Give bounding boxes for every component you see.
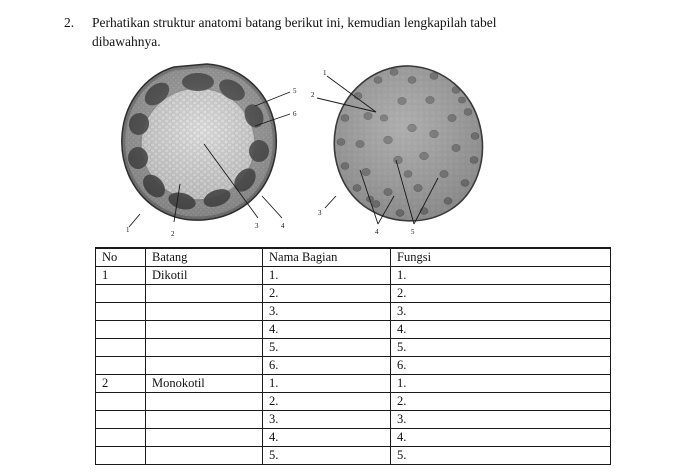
monocot-stem-cross-section [311, 56, 502, 241]
dicot-label-6: 6 [293, 110, 297, 118]
dicot-label-5: 5 [293, 87, 297, 95]
question-block [64, 13, 634, 51]
column-header-batang: Batang [146, 248, 263, 267]
cell-fungsi[interactable]: 3. [391, 303, 611, 321]
cell-no[interactable] [96, 285, 146, 303]
cell-nama-bagian[interactable]: 3. [263, 411, 391, 429]
monocot-label-5: 5 [411, 228, 415, 236]
cell-batang[interactable] [146, 411, 263, 429]
cell-no[interactable] [96, 321, 146, 339]
cell-no[interactable] [96, 357, 146, 375]
dicot-label-4: 4 [281, 222, 285, 230]
cell-nama-bagian[interactable]: 5. [263, 339, 391, 357]
column-header-fungsi: Fungsi [391, 248, 611, 267]
table-row [96, 303, 611, 321]
cell-fungsi[interactable]: 2. [391, 393, 611, 411]
cell-fungsi[interactable]: 6. [391, 357, 611, 375]
monocot-label-3: 3 [318, 209, 322, 217]
question-text [92, 13, 634, 51]
cell-no[interactable] [96, 339, 146, 357]
cell-fungsi[interactable]: 3. [391, 411, 611, 429]
cell-no[interactable]: 2 [96, 375, 146, 393]
monocot-label-2: 2 [311, 91, 315, 99]
cell-nama-bagian[interactable]: 4. [263, 321, 391, 339]
cell-fungsi[interactable]: 5. [391, 447, 611, 465]
figure-svg [112, 56, 512, 241]
cell-batang[interactable] [146, 357, 263, 375]
cell-nama-bagian[interactable]: 6. [263, 357, 391, 375]
cell-batang[interactable] [146, 285, 263, 303]
cell-batang[interactable] [146, 303, 263, 321]
stem-anatomy-figure [112, 56, 512, 241]
cell-no[interactable] [96, 303, 146, 321]
cell-no[interactable] [96, 411, 146, 429]
dicot-label-1: 1 [126, 226, 130, 234]
cell-batang[interactable] [146, 339, 263, 357]
table-row [96, 429, 611, 447]
cell-batang[interactable]: Monokotil [146, 375, 263, 393]
cell-batang[interactable]: Dikotil [146, 267, 263, 285]
table-row [96, 285, 611, 303]
column-header-no: No [96, 248, 146, 267]
monocot-label-4: 4 [375, 228, 379, 236]
dicot-stem-cross-section [112, 56, 312, 241]
dicot-label-3: 3 [255, 222, 259, 230]
cell-fungsi[interactable]: 4. [391, 321, 611, 339]
cell-batang[interactable] [146, 429, 263, 447]
cell-fungsi[interactable]: 2. [391, 285, 611, 303]
dicot-label-2: 2 [171, 230, 175, 238]
cell-fungsi[interactable]: 1. [391, 375, 611, 393]
table-row [96, 393, 611, 411]
cell-no[interactable] [96, 429, 146, 447]
cell-nama-bagian[interactable]: 2. [263, 393, 391, 411]
cell-fungsi[interactable]: 4. [391, 429, 611, 447]
cell-nama-bagian[interactable]: 3. [263, 303, 391, 321]
monocot-label-1: 1 [323, 69, 327, 77]
cell-no[interactable]: 1 [96, 267, 146, 285]
table-row [96, 447, 611, 465]
table-body [96, 267, 611, 465]
question-text-last: dibawahnya. [92, 34, 161, 49]
cell-nama-bagian[interactable]: 4. [263, 429, 391, 447]
table-row [96, 339, 611, 357]
question-text-main: Perhatikan struktur anatomi batang berikut ini, kemudian lengkapilah tabel [92, 15, 497, 30]
table-row [96, 411, 611, 429]
table-row [96, 321, 611, 339]
cell-batang[interactable] [146, 393, 263, 411]
table-row [96, 357, 611, 375]
cell-nama-bagian[interactable]: 1. [263, 375, 391, 393]
cell-batang[interactable] [146, 321, 263, 339]
cell-no[interactable] [96, 393, 146, 411]
column-header-nama: Nama Bagian [263, 248, 391, 267]
cell-nama-bagian[interactable]: 1. [263, 267, 391, 285]
cell-fungsi[interactable]: 5. [391, 339, 611, 357]
question-number: 2. [64, 15, 75, 30]
cell-fungsi[interactable]: 1. [391, 267, 611, 285]
answer-table [95, 247, 611, 465]
cell-nama-bagian[interactable]: 5. [263, 447, 391, 465]
cell-no[interactable] [96, 447, 146, 465]
cell-nama-bagian[interactable]: 2. [263, 285, 391, 303]
table-row [96, 267, 611, 285]
table-row [96, 375, 611, 393]
table-header-row [96, 248, 611, 267]
cell-batang[interactable] [146, 447, 263, 465]
